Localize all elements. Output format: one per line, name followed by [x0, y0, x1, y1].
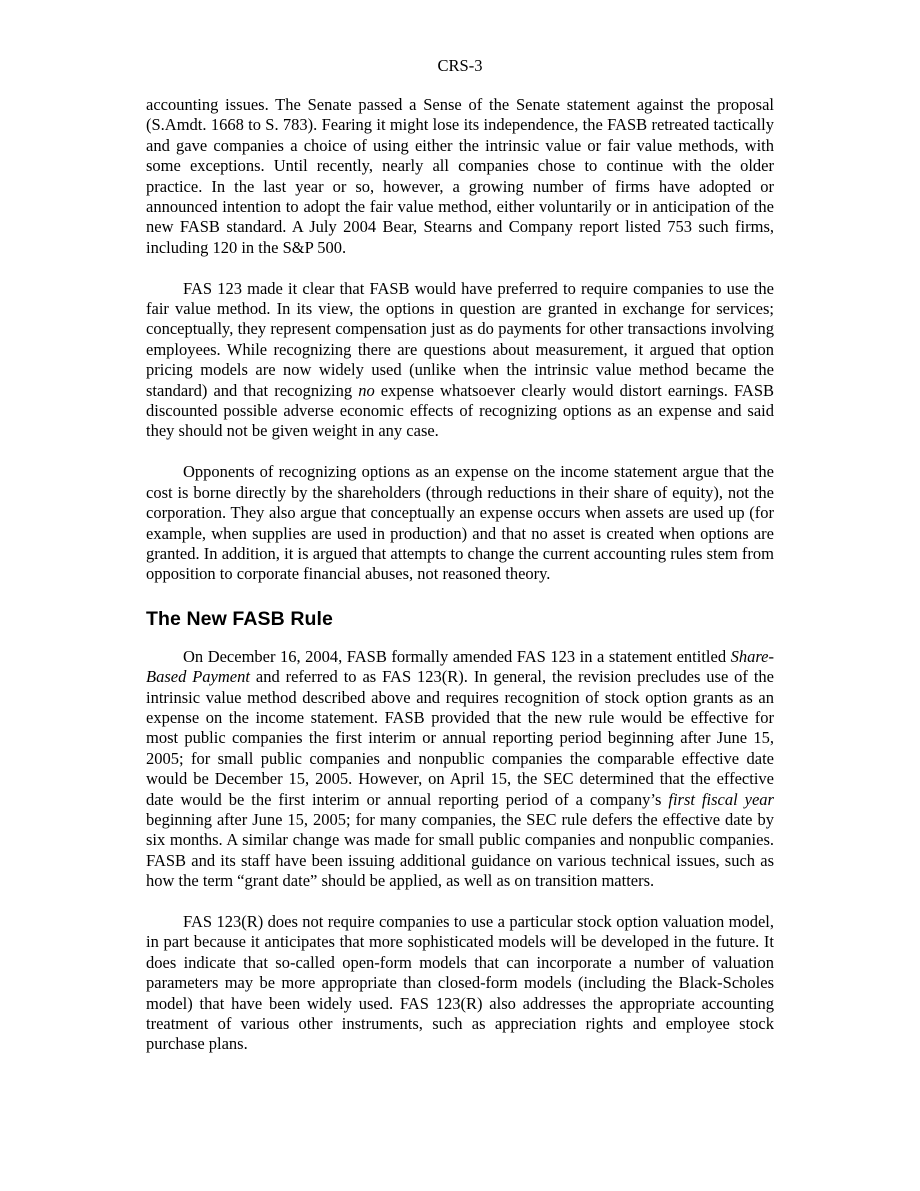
paragraphs-before-heading — [146, 95, 774, 585]
paragraph — [146, 647, 774, 892]
italic-text-run: no — [358, 380, 375, 400]
text-run: FAS 123(R) does not require companies to use a particular stock option valuation model, in part because it anticipates that more sophisticated models will be developed in the future. It does indicate that so-called open-form models that can incorporate a number of valuation parameters may be more appropriate than closed-form models (including the Black-Scholes model) that have been widely used. FAS 123(R) also addresses the appropriate accounting treatment of various other instruments, such as appreciation rights and employee stock purchase plans. — [146, 911, 774, 1054]
text-run: On December 16, 2004, FASB formally amended FAS 123 in a statement entitled — [183, 646, 731, 666]
text-run: and referred to as FAS 123(R). In general, the revision precludes use of the intrinsic value method described above and requires recognition of stock option grants as an expense on the income statement. FASB provided that the new rule would be effective for most public companies the first interim or annual reporting period beginning after June 15, 2005; for small public companies and nonpublic companies the comparable effective date would be December 15, 2005. However, on April 15, the SEC determined that the effective date would be the first interim or annual reporting period of a company’s — [146, 667, 774, 809]
section-heading: The New FASB Rule — [146, 607, 333, 630]
text-run: Opponents of recognizing options as an expense on the income statement argue that the cost is borne directly by the shareholders (through reductions in their share of equity), not the corporation. They also argue that conceptually an expense occurs when assets are used up (for example, when supplies are used in production) and that no asset is created when options are granted. In addition, it is argued that attempts to change the current accounting rules stem from opposition to corporate financial abuses, not reasoned theory. — [146, 462, 774, 584]
text-run: accounting issues. The Senate passed a Sense of the Senate statement against the proposal (S.Amdt. 1668 to S. 783). Fearing it might lose its independence, the FASB retreated tactically and gave companies a choice of using either the intrinsic value or fair value methods, with some exceptions. Until recently, nearly all companies chose to continue with the older practice. In the last year or so, however, a growing number of firms have adopted or announced intention to adopt the fair value method, either voluntarily or in anticipation of the new FASB standard. A July 2004 Bear, Stearns and Company report listed 753 such firms, including 120 in the S&P 500. — [146, 95, 774, 257]
paragraph — [146, 95, 774, 258]
paragraph — [146, 912, 774, 1055]
paragraph — [146, 279, 774, 442]
italic-text-run: first fiscal year — [668, 789, 774, 809]
paragraph — [146, 462, 774, 584]
body-text — [146, 95, 774, 1055]
text-run: FAS 123 made it clear that FASB would have preferred to require companies to use the fair value method. In its view, the options in question are granted in exchange for services; conceptually, they represent compensation just as do payments for other transactions involving employees. While recognizing there are questions about measurement, it argued that option pricing models are now widely used (unlike when the intrinsic value method became the standard) and that recognizing — [146, 278, 774, 400]
page-number-header: CRS-3 — [437, 56, 483, 75]
paragraphs-after-heading — [146, 647, 774, 1055]
italic-text-run: Share-Based Payment — [146, 646, 774, 687]
text-run: expense whatsoever clearly would distort earnings. FASB discounted possible adverse economic effects of recognizing options as an expense and said they should not be given weight in any case. — [146, 380, 775, 441]
text-run: beginning after June 15, 2005; for many companies, the SEC rule defers the effective date by six months. A similar change was made for small public companies and nonpublic companies. FASB and its staff have been issuing additional guidance on various technical issues, such as how the term “grant date” should be applied, as well as on transition matters. — [146, 809, 774, 891]
